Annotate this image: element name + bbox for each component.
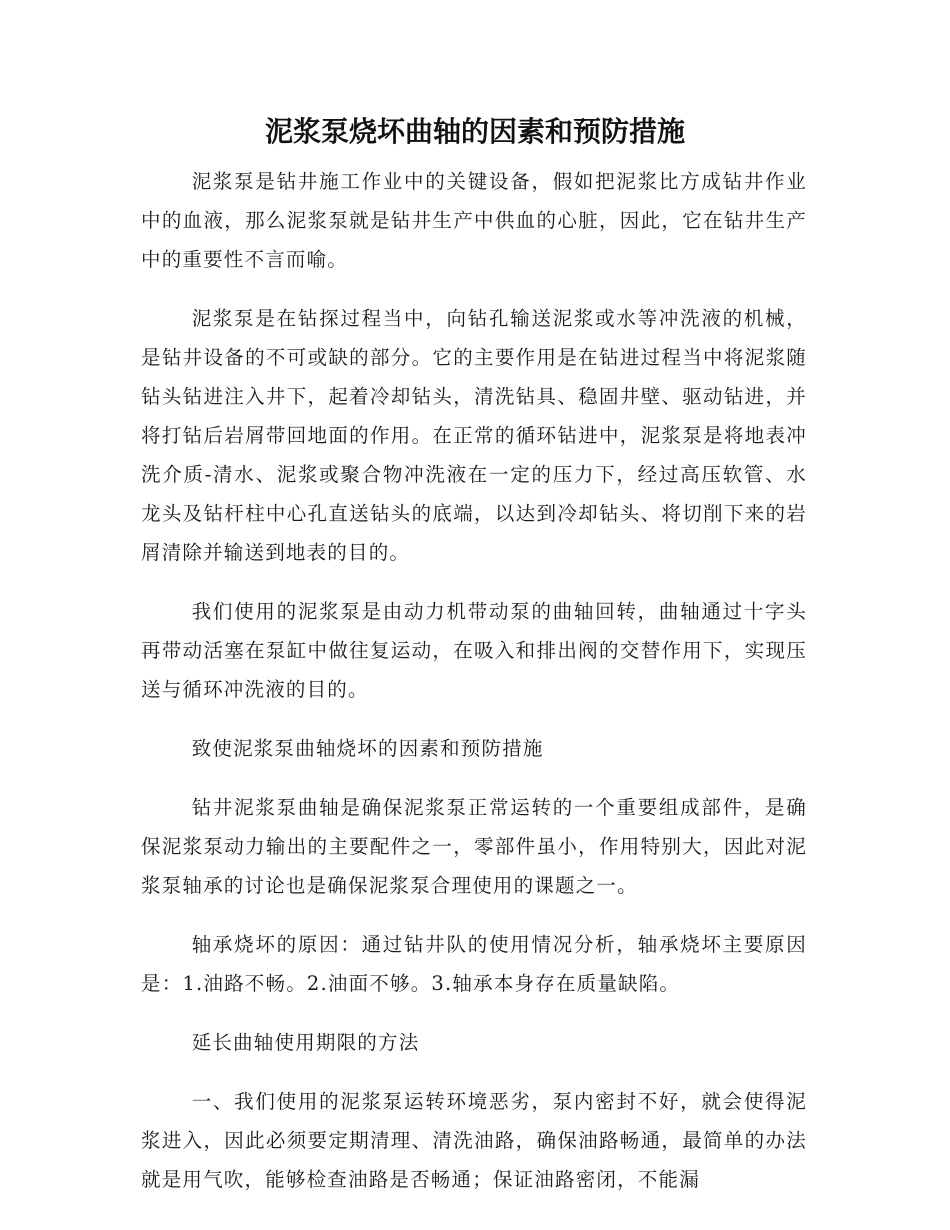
section-heading-extend-life: 延长曲轴使用期限的方法	[191, 1031, 420, 1054]
section-heading-causes: 致使泥浆泵曲轴烧坏的因素和预防措施	[191, 737, 544, 760]
paragraph-intro: 泥浆泵是钻井施工作业中的关键设备，假如把泥浆比方成钻井作业中的血液，那么泥浆泵就是钻井生产中供血的心脏，因此，它在钻井生产中的重要性不言而喻。	[141, 170, 807, 271]
paragraph-crankshaft-importance: 钻井泥浆泵曲轴是确保泥浆泵正常运转的一个重要组成部件，是确保泥浆泵动力输出的主要配件之一，零部件虽小，作用特别大，因此对泥浆泵轴承的讨论也是确保泥浆泵合理使用的课题之一。	[141, 796, 807, 897]
paragraph-pump-mechanism: 我们使用的泥浆泵是由动力机带动泵的曲轴回转，曲轴通过十字头再带动活塞在泵缸中做往复运动，在吸入和排出阀的交替作用下，实现压送与循环冲洗液的目的。	[141, 600, 807, 701]
paragraph-bearing-failure-causes: 轴承烧坏的原因：通过钻井队的使用情况分析，轴承烧坏主要原因是：1.油路不畅。2.油面不够。3.轴承本身存在质量缺陷。	[141, 933, 807, 995]
document-title: 泥浆泵烧坏曲轴的因素和预防措施	[264, 115, 685, 148]
document-body	[141, 162, 807, 1219]
paragraph-method-one: 一、我们使用的泥浆泵运转环境恶劣，泵内密封不好，就会使得泥浆进入，因此必须要定期清理、清洗油路，确保油路畅通，最简单的办法就是用气吹，能够检查油路是否畅通；保证油路密闭，不能漏	[141, 1090, 807, 1191]
paragraph-pump-function: 泥浆泵是在钻探过程当中，向钻孔输送泥浆或水等冲洗液的机械，是钻井设备的不可或缺的部分。它的主要作用是在钻进过程当中将泥浆随钻头钻进注入井下，起着冷却钻头，清洗钻具、稳固井壁、驱动钻进，并将打钻后岩屑带回地面的作用。在正常的循环钻进中，泥浆泵是将地表冲洗介质-清水、泥浆或聚合物冲洗液在一定的压力下，经过高压软管、水龙头及钻杆柱中心孔直送钻头的底端，以达到冷却钻头、将切削下来的岩屑清除并输送到地表的目的。	[141, 307, 807, 564]
